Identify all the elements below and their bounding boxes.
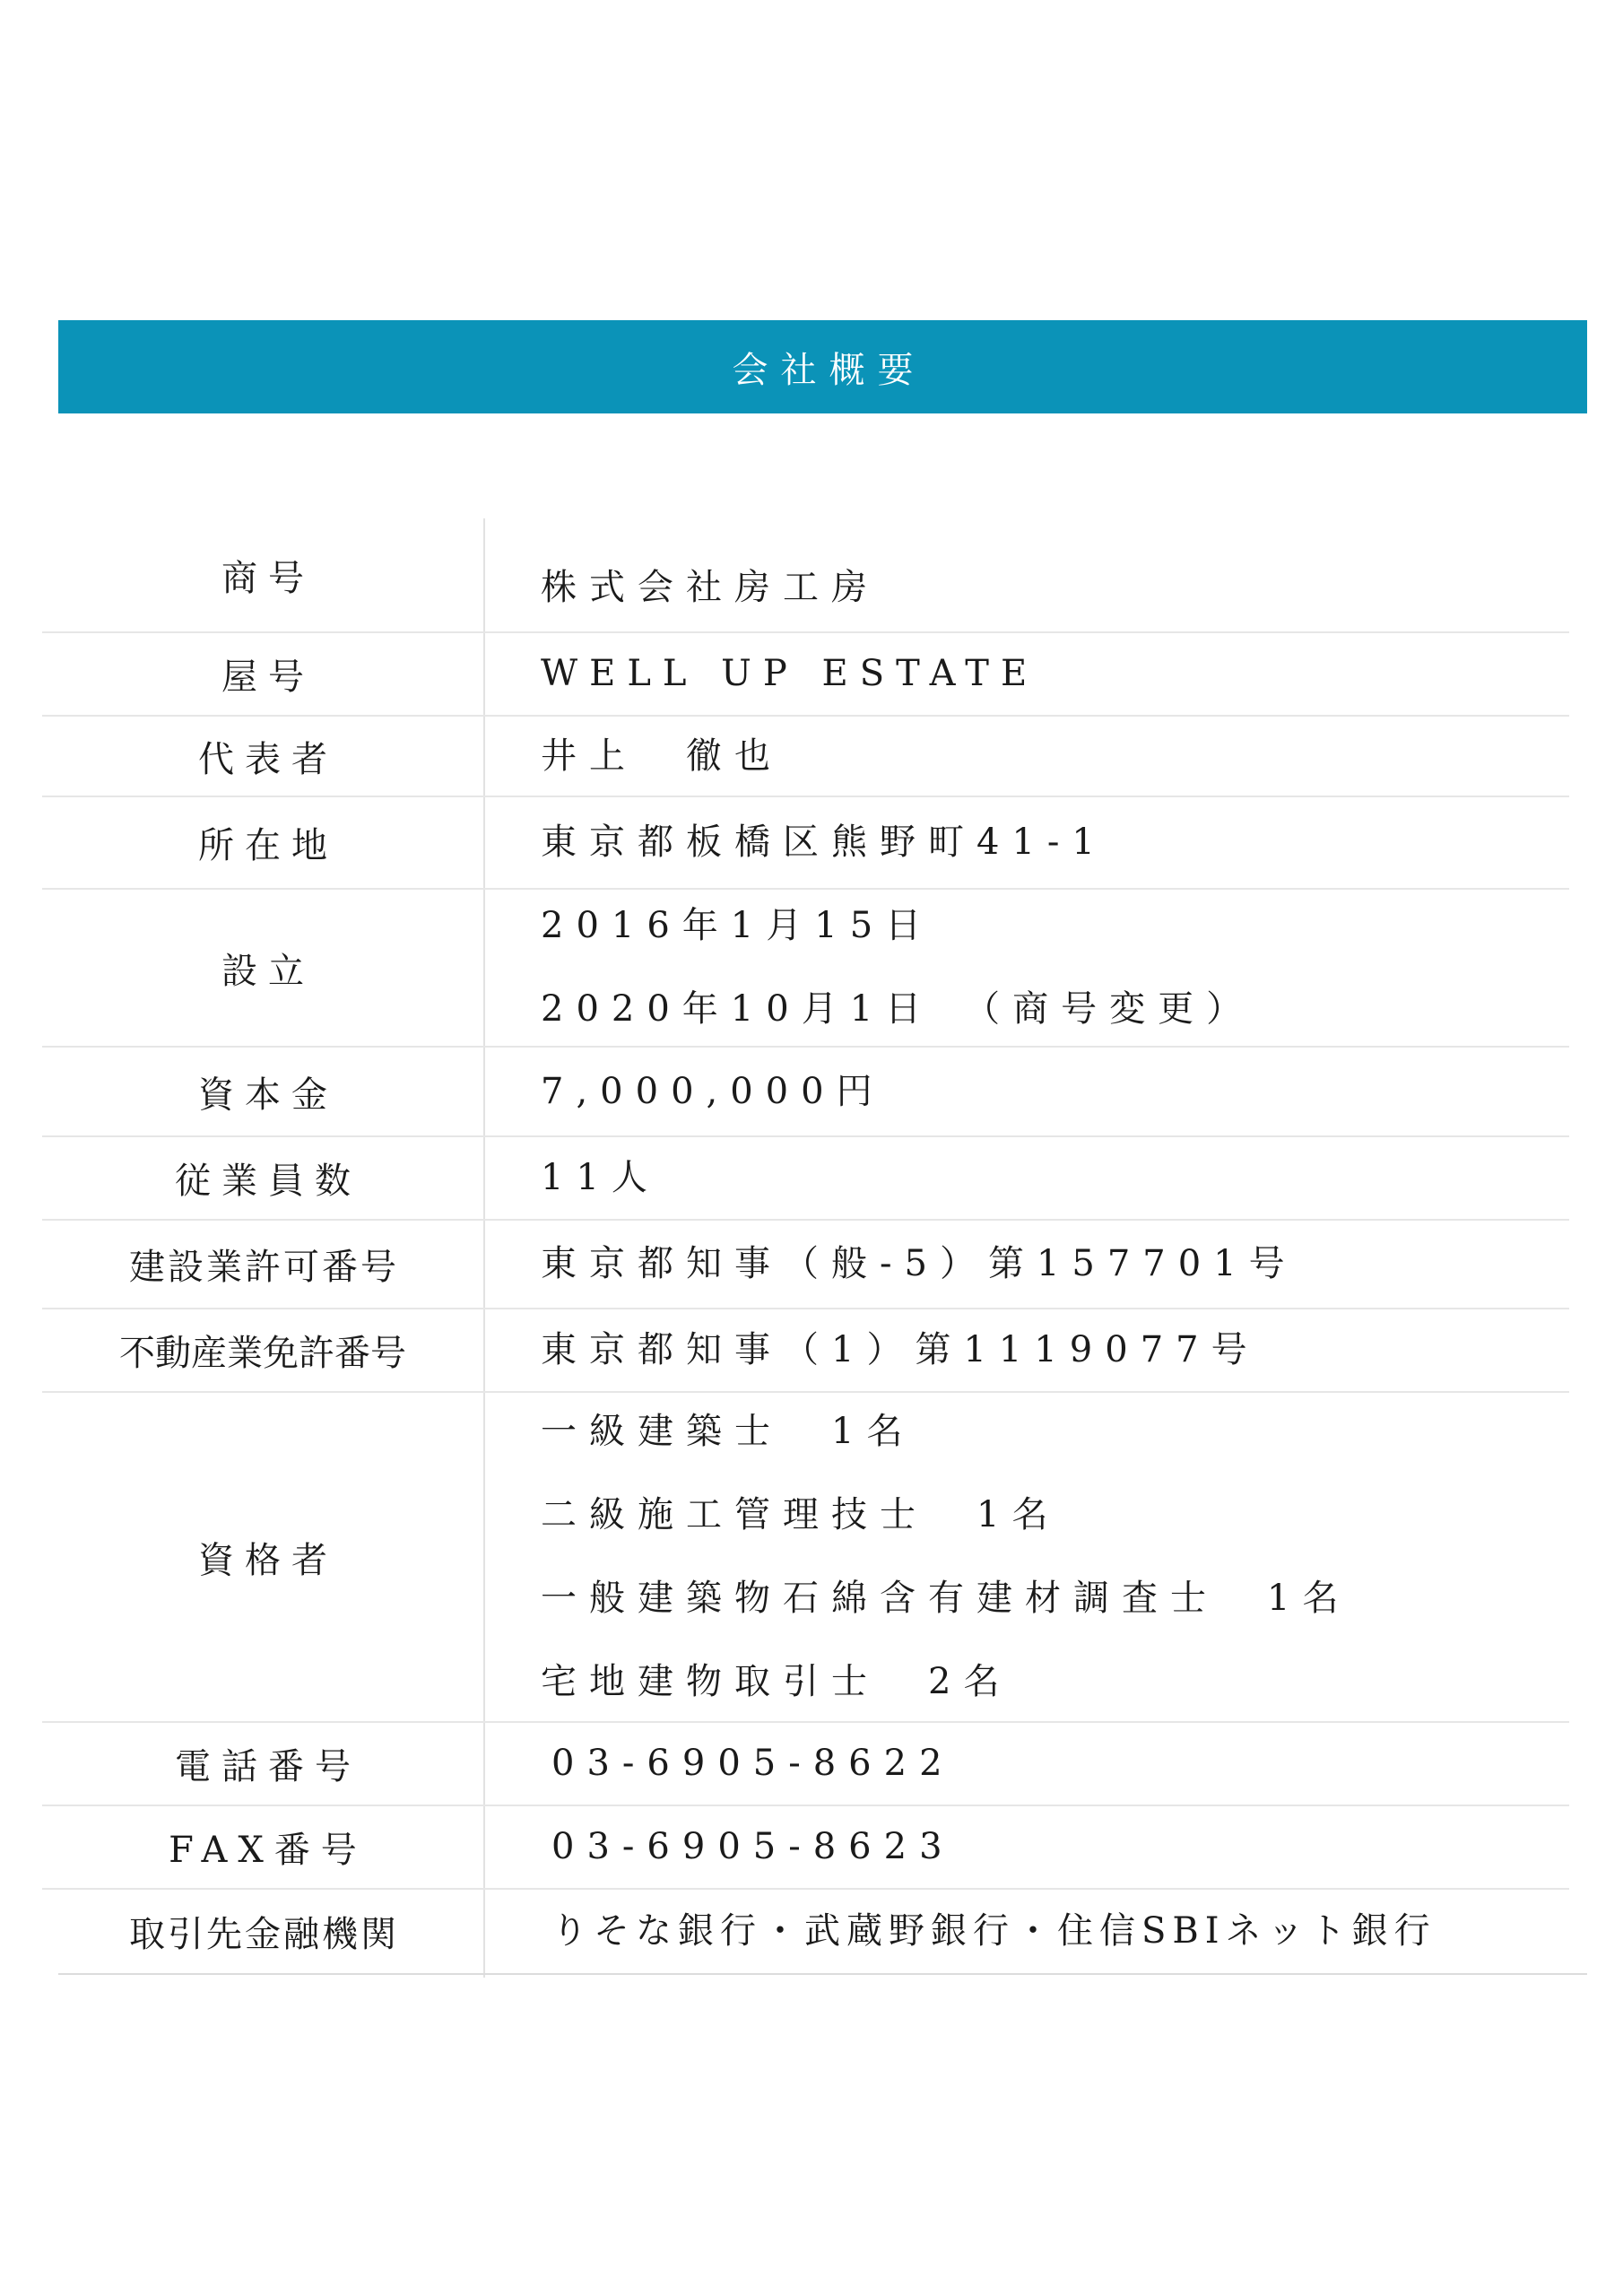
value-line: 宅地建物取引士 2名	[541, 1661, 1012, 1702]
value-line: WELL UP ESTATE	[541, 653, 1039, 694]
table-row-phone	[42, 1723, 1569, 1806]
page-title: 会社概要	[732, 349, 926, 391]
row-label: 資本金	[198, 1074, 338, 1116]
value-line: りそな銀行・武蔵野銀行・住信SBIネット銀行	[551, 1910, 1436, 1952]
row-label: 商号	[221, 557, 315, 599]
value-line: 東京都板橋区熊野町41-1	[541, 822, 1107, 863]
table-row-established	[42, 890, 1569, 1048]
table-row-banks	[58, 1890, 1587, 1975]
value-line: 11人	[541, 1157, 660, 1198]
row-value	[42, 797, 1569, 888]
row-label: 設立	[221, 950, 315, 992]
row-value	[42, 1221, 1569, 1308]
row-value	[42, 1048, 1569, 1135]
value-line: 東京都知事（般-5）第157701号	[541, 1243, 1298, 1284]
row-value	[42, 633, 1569, 715]
row-label: 所在地	[198, 825, 338, 866]
company-info-table	[42, 518, 1569, 1975]
row-label: 屋号	[221, 657, 315, 698]
row-value	[42, 1723, 1569, 1805]
row-value	[42, 1806, 1569, 1888]
row-label: 従業員数	[175, 1161, 361, 1202]
row-label: 資格者	[198, 1539, 338, 1581]
table-row-address	[42, 797, 1569, 890]
row-value	[42, 518, 1569, 631]
row-label: FAX番号	[169, 1830, 368, 1871]
value-line: 井上 徹也	[541, 735, 783, 777]
value-line: 03-6905-8622	[551, 1743, 955, 1784]
value-line: 一級建築士 1名	[541, 1411, 916, 1452]
table-row-fax	[42, 1806, 1569, 1890]
company-overview-header	[58, 320, 1587, 413]
row-value	[42, 1890, 1587, 1973]
row-value	[42, 1137, 1569, 1219]
table-row-shop-name	[42, 633, 1569, 717]
table-row-employees	[42, 1137, 1569, 1221]
value-line: 東京都知事（1）第1119077号	[541, 1329, 1260, 1370]
row-value	[42, 890, 1569, 1046]
row-label: 不動産業免許番号	[119, 1333, 406, 1374]
value-line: 2016年1月15日	[541, 905, 934, 946]
row-label: 電話番号	[175, 1746, 361, 1787]
row-value	[42, 717, 1569, 796]
row-label: 建設業許可番号	[129, 1247, 399, 1288]
table-row-qualified-staff	[42, 1393, 1569, 1723]
table-row-trade-name	[42, 518, 1569, 633]
row-label: 代表者	[198, 738, 338, 780]
table-row-real-estate-license	[42, 1309, 1569, 1393]
row-value	[42, 1309, 1569, 1391]
row-label: 取引先金融機関	[129, 1914, 399, 1955]
value-line: 株式会社房工房	[541, 566, 880, 608]
row-value	[42, 1393, 1569, 1721]
value-line: 03-6905-8623	[551, 1826, 955, 1867]
value-line: 2020年10月1日 （商号変更）	[541, 988, 1255, 1030]
value-line: 一般建築物石綿含有建材調査士 1名	[541, 1578, 1351, 1619]
table-row-construction-license	[42, 1221, 1569, 1309]
table-row-capital	[42, 1048, 1569, 1137]
value-line: 二級施工管理技士 1名	[541, 1494, 1061, 1535]
value-line: 7,000,000円	[541, 1070, 885, 1112]
table-row-representative	[42, 717, 1569, 797]
